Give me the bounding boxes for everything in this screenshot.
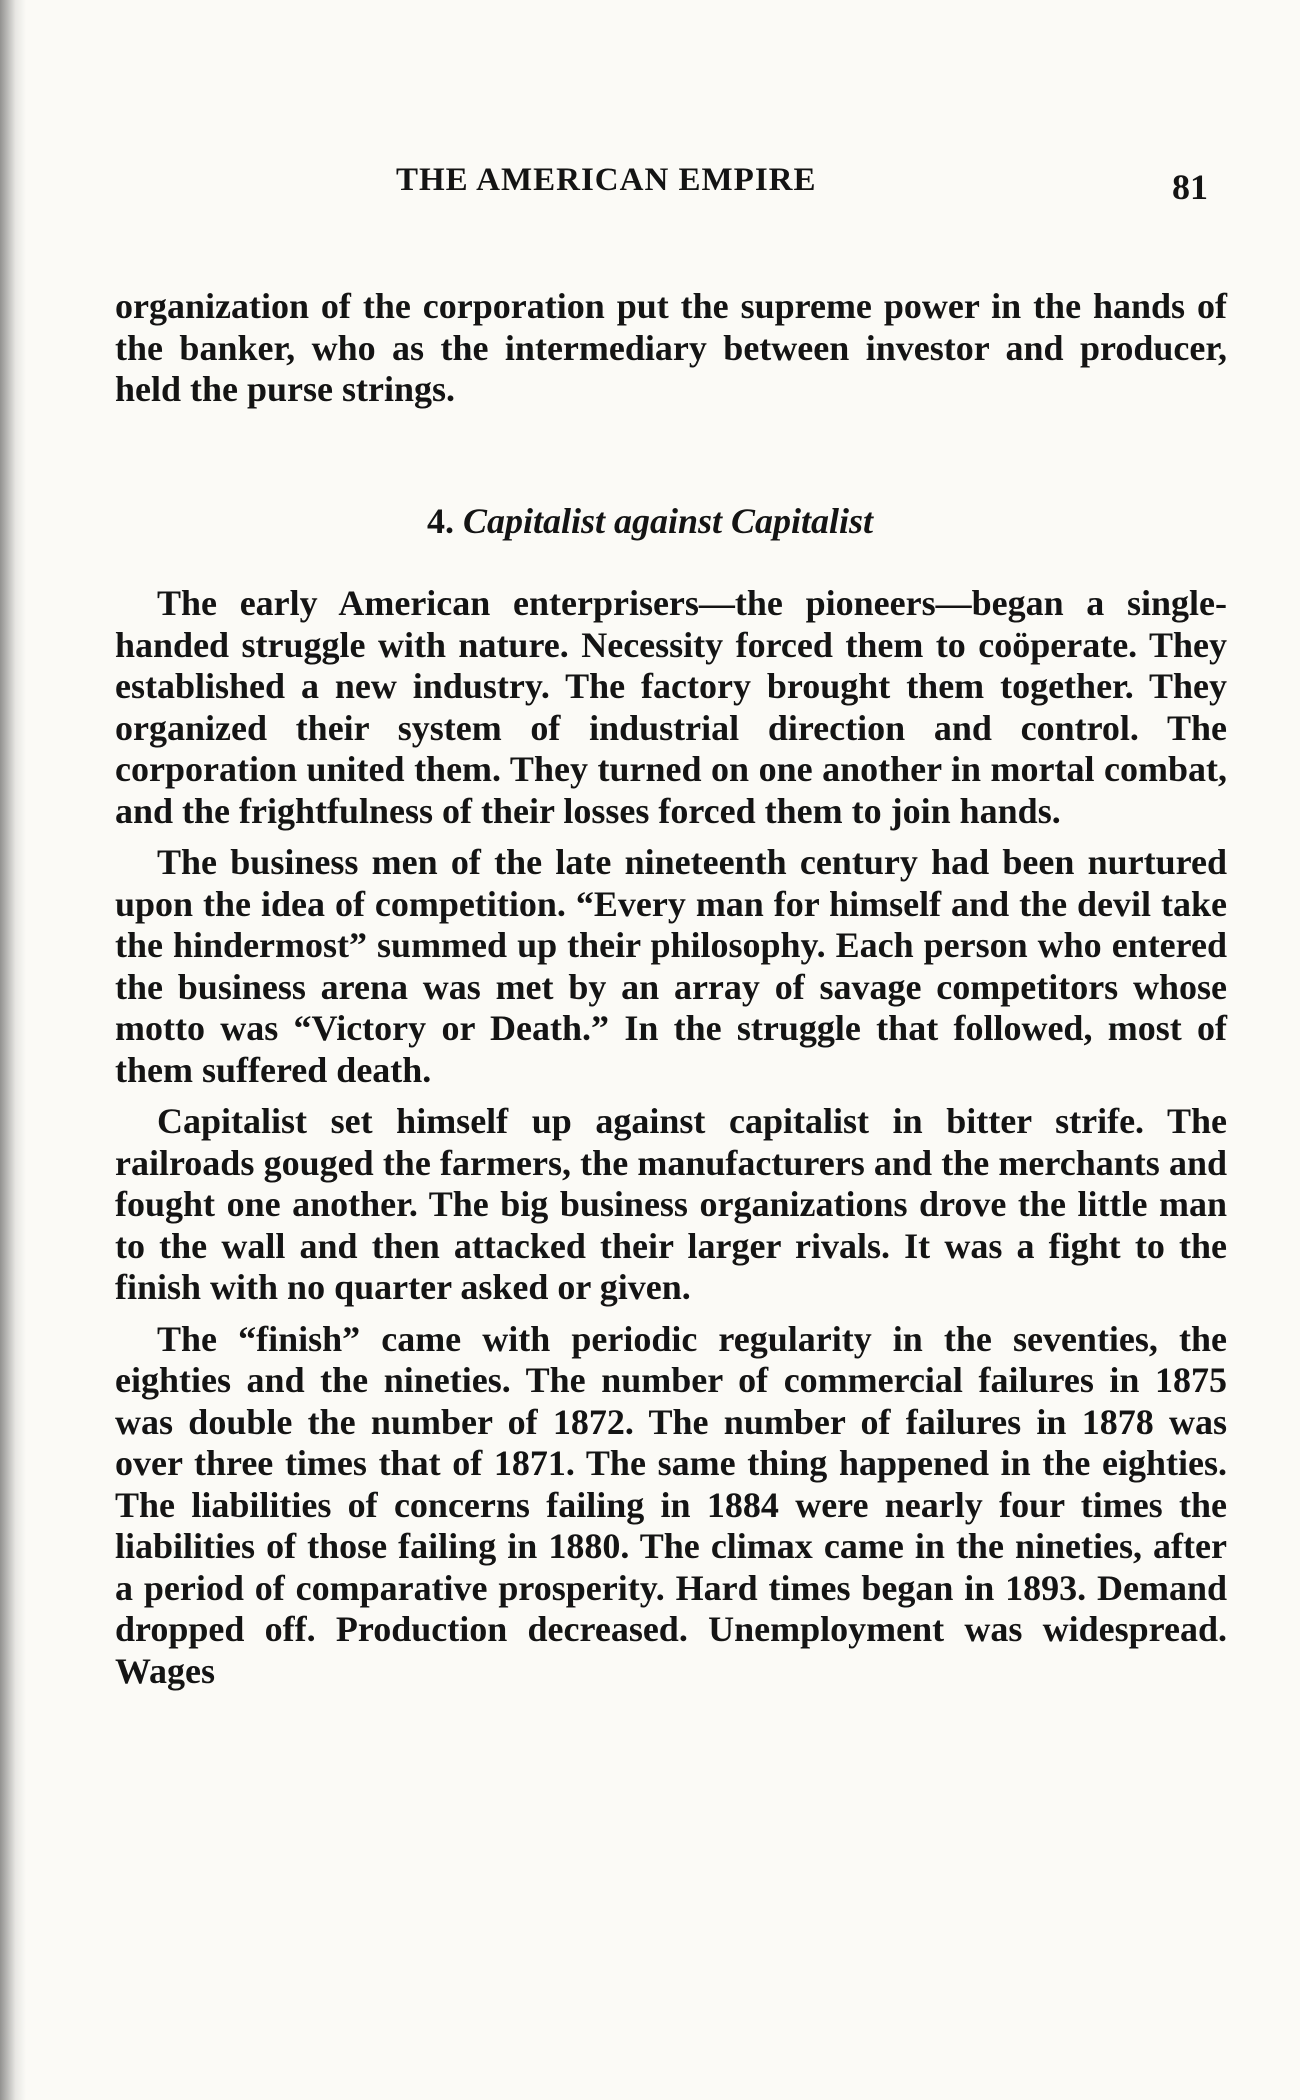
page-edge-shadow [0,0,26,2100]
paragraph: The early American enterprisers—the pioneers—began a single-handed struggle with nature. Necessity forced them to coöperate. They established a new industry. The factory brought them together. They organized their system of industrial direction and control. The corporation united them. They turned on one another in mortal combat, and the frightfulness of their losses forced them to join hands. [115,583,1227,831]
running-head-title: THE AMERICAN EMPIRE [396,162,817,198]
page-number: 81 [1172,167,1208,207]
paragraph: The business men of the late nineteenth century had been nurtured upon the idea of competition. “Every man for himself and the devil take the hindermost” summed up their philosophy. Each person who entered the business arena was met by an array of savage competitors whose motto was “Victory or Death.” In the struggle that followed, most of them suffered death. [115,842,1227,1090]
section-title: Capitalist against Capitalist [462,501,874,541]
section-number: 4. [426,501,454,541]
body-text [115,583,1227,1702]
intro-paragraph: organization of the corporation put the supreme power in the hands of the banker, who as the intermediary between investor and producer, held the purse strings. [115,286,1227,409]
paragraph: Capitalist set himself up against capitalist in bitter strife. The railroads gouged the farmers, the manufacturers and the merchants and fought one another. The big business organizations drove the little man to the wall and then attacked their larger rivals. It was a fight to the finish with no quarter asked or given. [115,1101,1227,1307]
paragraph: The “finish” came with periodic regularity in the seventies, the eighties and the nineties. The number of commercial failures in 1875 was double the number of 1872. The number of failures in 1878 was over three times that of 1871. The same thing happened in the eighties. The liabilities of concerns failing in 1884 were nearly four times the liabilities of those failing in 1880. The climax came in the nineties, after a period of comparative prosperity. Hard times began in 1893. Demand dropped off. Production decreased. Unemployment was widespread. Wages [115,1318,1227,1691]
section-heading [0,500,1300,542]
